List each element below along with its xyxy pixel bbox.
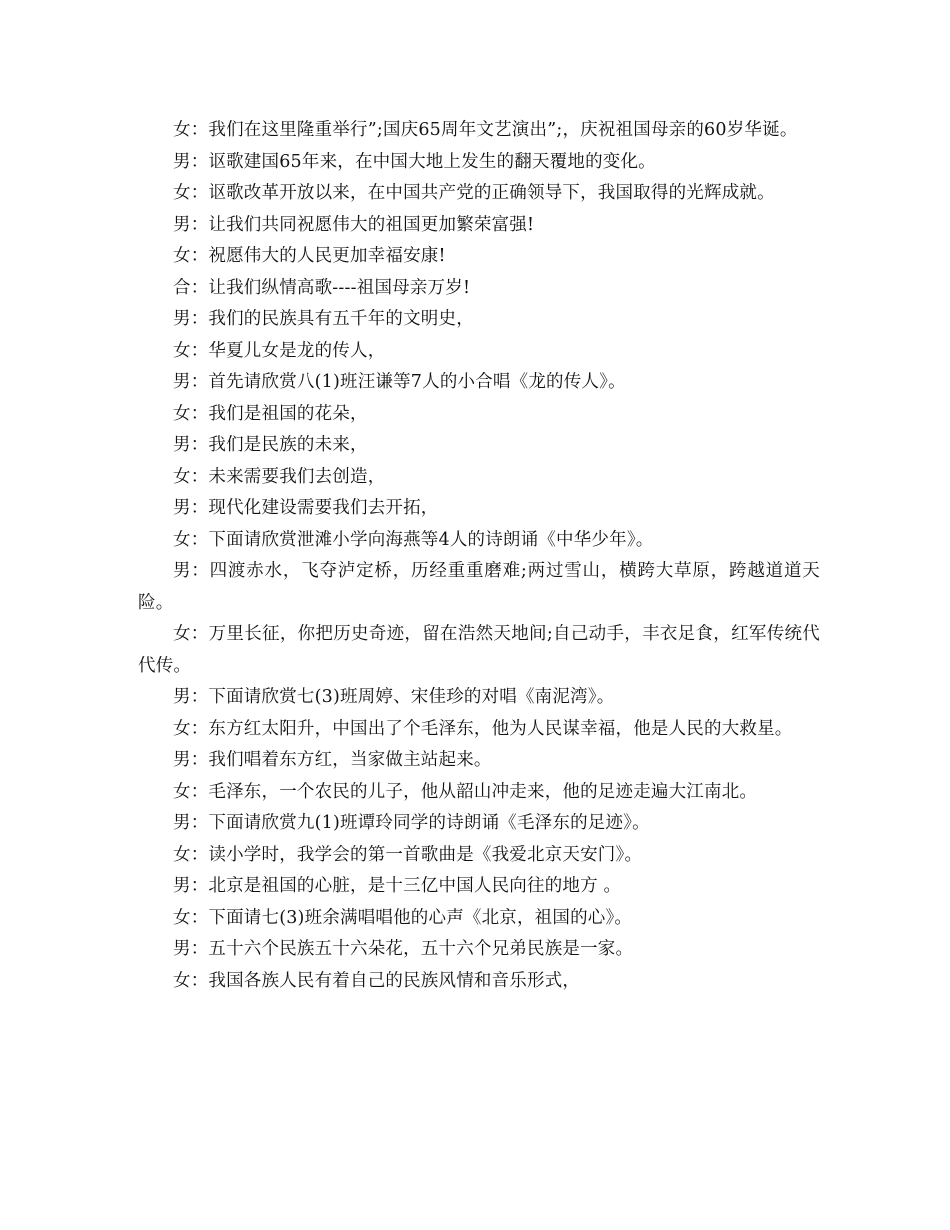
paragraph: 女：下面请欣赏泄滩小学向海燕等4人的诗朗诵《中华少年》。 xyxy=(173,529,654,550)
paragraph: 合：让我们纵情高歌----祖国母亲万岁! xyxy=(173,277,471,298)
paragraph: 女：我们是祖国的花朵， xyxy=(173,403,368,424)
document-body xyxy=(138,115,820,997)
paragraph: 女：读小学时，我学会的第一首歌曲是《我爱北京天安门》。 xyxy=(173,844,643,865)
paragraph: 男：现代化建设需要我们去开拓， xyxy=(173,498,439,518)
paragraph: 女：下面请七(3)班余满唱唱他的心声《北京，祖国的心》。 xyxy=(173,907,633,928)
paragraph: 男：讴歌建国65年来，在中国大地上发生的翻天覆地的变化。 xyxy=(173,151,656,172)
paragraph: 女：毛泽东，一个农民的儿子，他从韶山冲走来，他的足迹走遍大江南北。 xyxy=(173,781,758,802)
paragraph: 男：北京是祖国的心脏，是十三亿中国人民向往的地方 。 xyxy=(173,876,622,896)
paragraph: 女：我们在这里隆重举行”;国庆65周年文艺演出”;，庆祝祖国母亲的60岁华诞。 xyxy=(173,120,798,140)
paragraph: 男：下面请欣赏七(3)班周婷、宋佳珍的对唱《南泥湾》。 xyxy=(173,687,615,707)
paragraph: 男：四渡赤水，飞夺泸定桥，历经重重磨难;两过雪山，横跨大草原，跨越道道天险。 xyxy=(138,561,820,613)
paragraph: 男：我们的民族具有五千年的文明史， xyxy=(173,309,474,329)
paragraph: 男：我们是民族的未来， xyxy=(173,435,368,455)
paragraph: 男：五十六个民族五十六朵花，五十六个兄弟民族是一家。 xyxy=(173,939,634,959)
paragraph: 女：万里长征，你把历史奇迹，留在浩然天地间;自己动手，丰衣足食，红军传统代代传。 xyxy=(138,624,820,676)
paragraph: 女：讴歌改革开放以来，在中国共产党的正确领导下，我国取得的光辉成就。 xyxy=(173,183,775,203)
paragraph: 女：祝愿伟大的人民更加幸福安康! xyxy=(173,246,446,266)
paragraph: 女：华夏儿女是龙的传人， xyxy=(173,340,386,361)
paragraph: 女：我国各族人民有着自己的民族风情和音乐形式， xyxy=(173,970,581,991)
paragraph: 男：我们唱着东方红，当家做主站起来。 xyxy=(173,750,492,770)
paragraph: 男：让我们共同祝愿伟大的祖国更加繁荣富强! xyxy=(173,214,535,235)
paragraph: 女：未来需要我们去创造， xyxy=(173,466,386,487)
paragraph: 男：首先请欣赏八(1)班汪谦等7人的小合唱《龙的传人》。 xyxy=(173,372,626,392)
paragraph: 女：东方红太阳升，中国出了个毛泽东，他为人民谋幸福，他是人民的大救星。 xyxy=(173,718,793,739)
paragraph: 男：下面请欣赏九(1)班谭玲同学的诗朗诵《毛泽东的足迹》。 xyxy=(173,813,650,833)
